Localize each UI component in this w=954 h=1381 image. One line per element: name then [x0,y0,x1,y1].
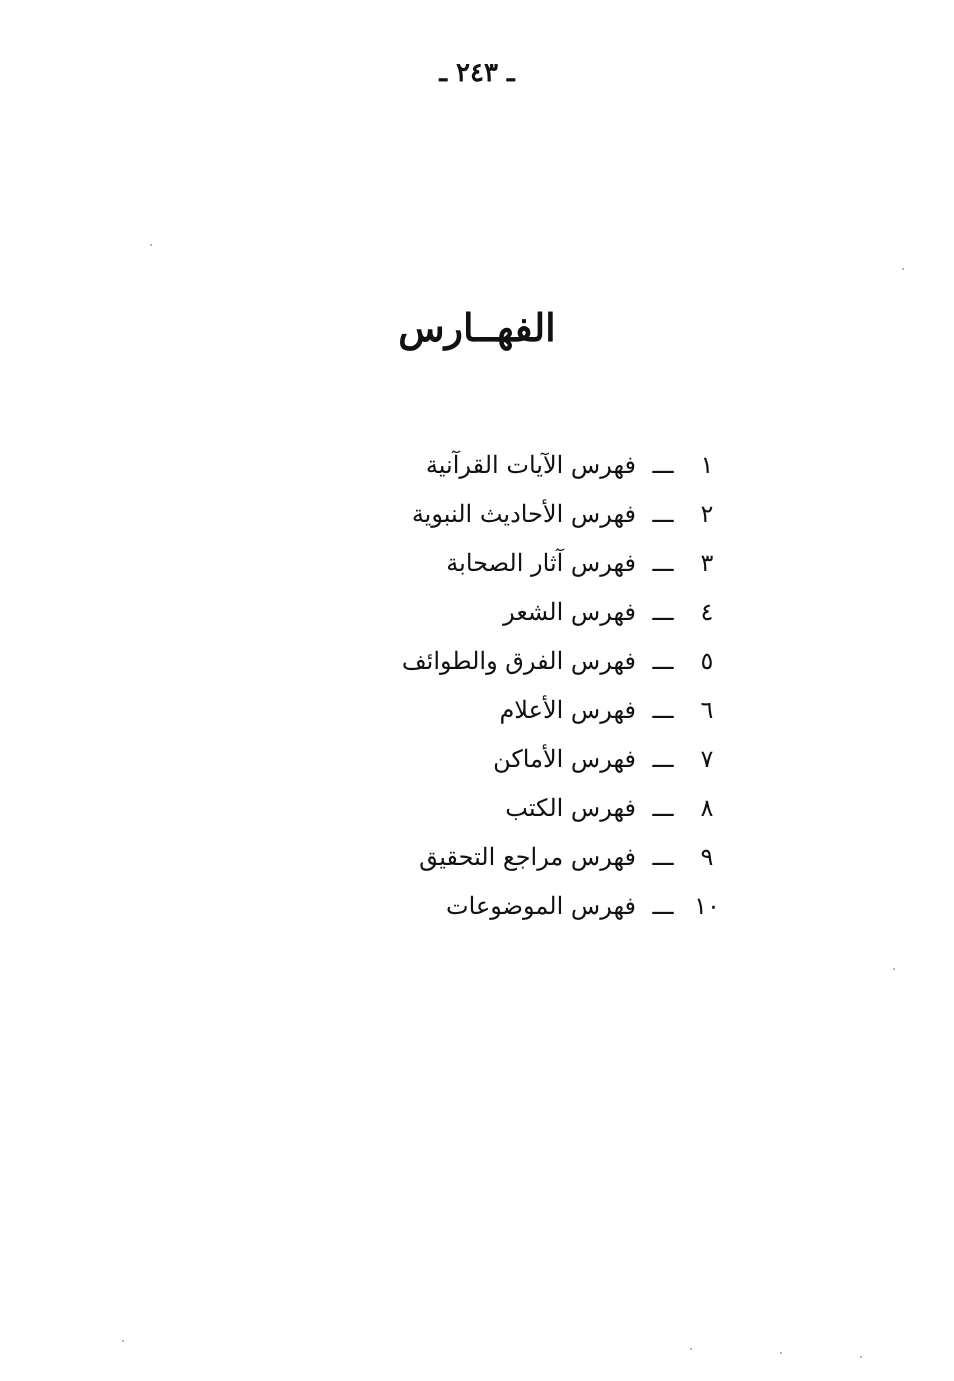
scan-speck [780,1352,782,1354]
item-label: فهرس الموضوعات [446,891,636,920]
item-number: ١٠ [694,891,720,920]
item-dash: ـــ [652,744,674,773]
item-dash: ـــ [652,842,674,871]
item-label: فهرس الأعلام [499,695,636,724]
scan-speck [902,268,904,270]
item-label: فهرس آثار الصحابة [446,548,636,577]
scan-speck [893,968,895,970]
item-label: فهرس مراجع التحقيق [419,842,636,871]
scan-speck [150,244,152,246]
item-number: ٢ [700,499,714,528]
item-dash: ـــ [652,499,674,528]
list-item [344,832,724,881]
item-dash: ـــ [652,646,674,675]
item-dash: ـــ [652,793,674,822]
item-label: فهرس الأماكن [493,744,636,773]
scan-speck [860,1356,862,1358]
scan-speck [122,1340,124,1342]
scan-speck [690,1348,692,1350]
item-label: فهرس الشعر [503,597,636,626]
list-item [344,538,724,587]
page-title: الفهــارس [398,305,556,350]
item-dash: ـــ [652,597,674,626]
list-item [344,587,724,636]
item-number: ٤ [700,597,714,626]
item-dash: ـــ [652,891,674,920]
list-item [344,636,724,685]
list-item [344,440,724,489]
list-item [344,881,724,930]
list-item [344,783,724,832]
list-item [344,734,724,783]
item-number: ٥ [700,646,714,675]
item-number: ٩ [700,842,714,871]
item-number: ٦ [700,695,714,724]
item-label: فهرس الكتب [505,793,636,822]
item-dash: ـــ [652,695,674,724]
item-dash: ـــ [652,548,674,577]
item-label: فهرس الأحاديث النبوية [411,499,636,528]
item-number: ٧ [700,744,714,773]
item-number: ١ [700,450,714,479]
index-list [344,440,724,930]
item-dash: ـــ [652,450,674,479]
list-item [344,685,724,734]
page-number: ـ ٢٤٣ ـ [439,58,515,88]
list-item [344,489,724,538]
item-label: فهرس الفرق والطوائف [401,646,636,675]
item-label: فهرس الآيات القرآنية [425,450,636,479]
item-number: ٣ [700,548,714,577]
item-number: ٨ [700,793,714,822]
